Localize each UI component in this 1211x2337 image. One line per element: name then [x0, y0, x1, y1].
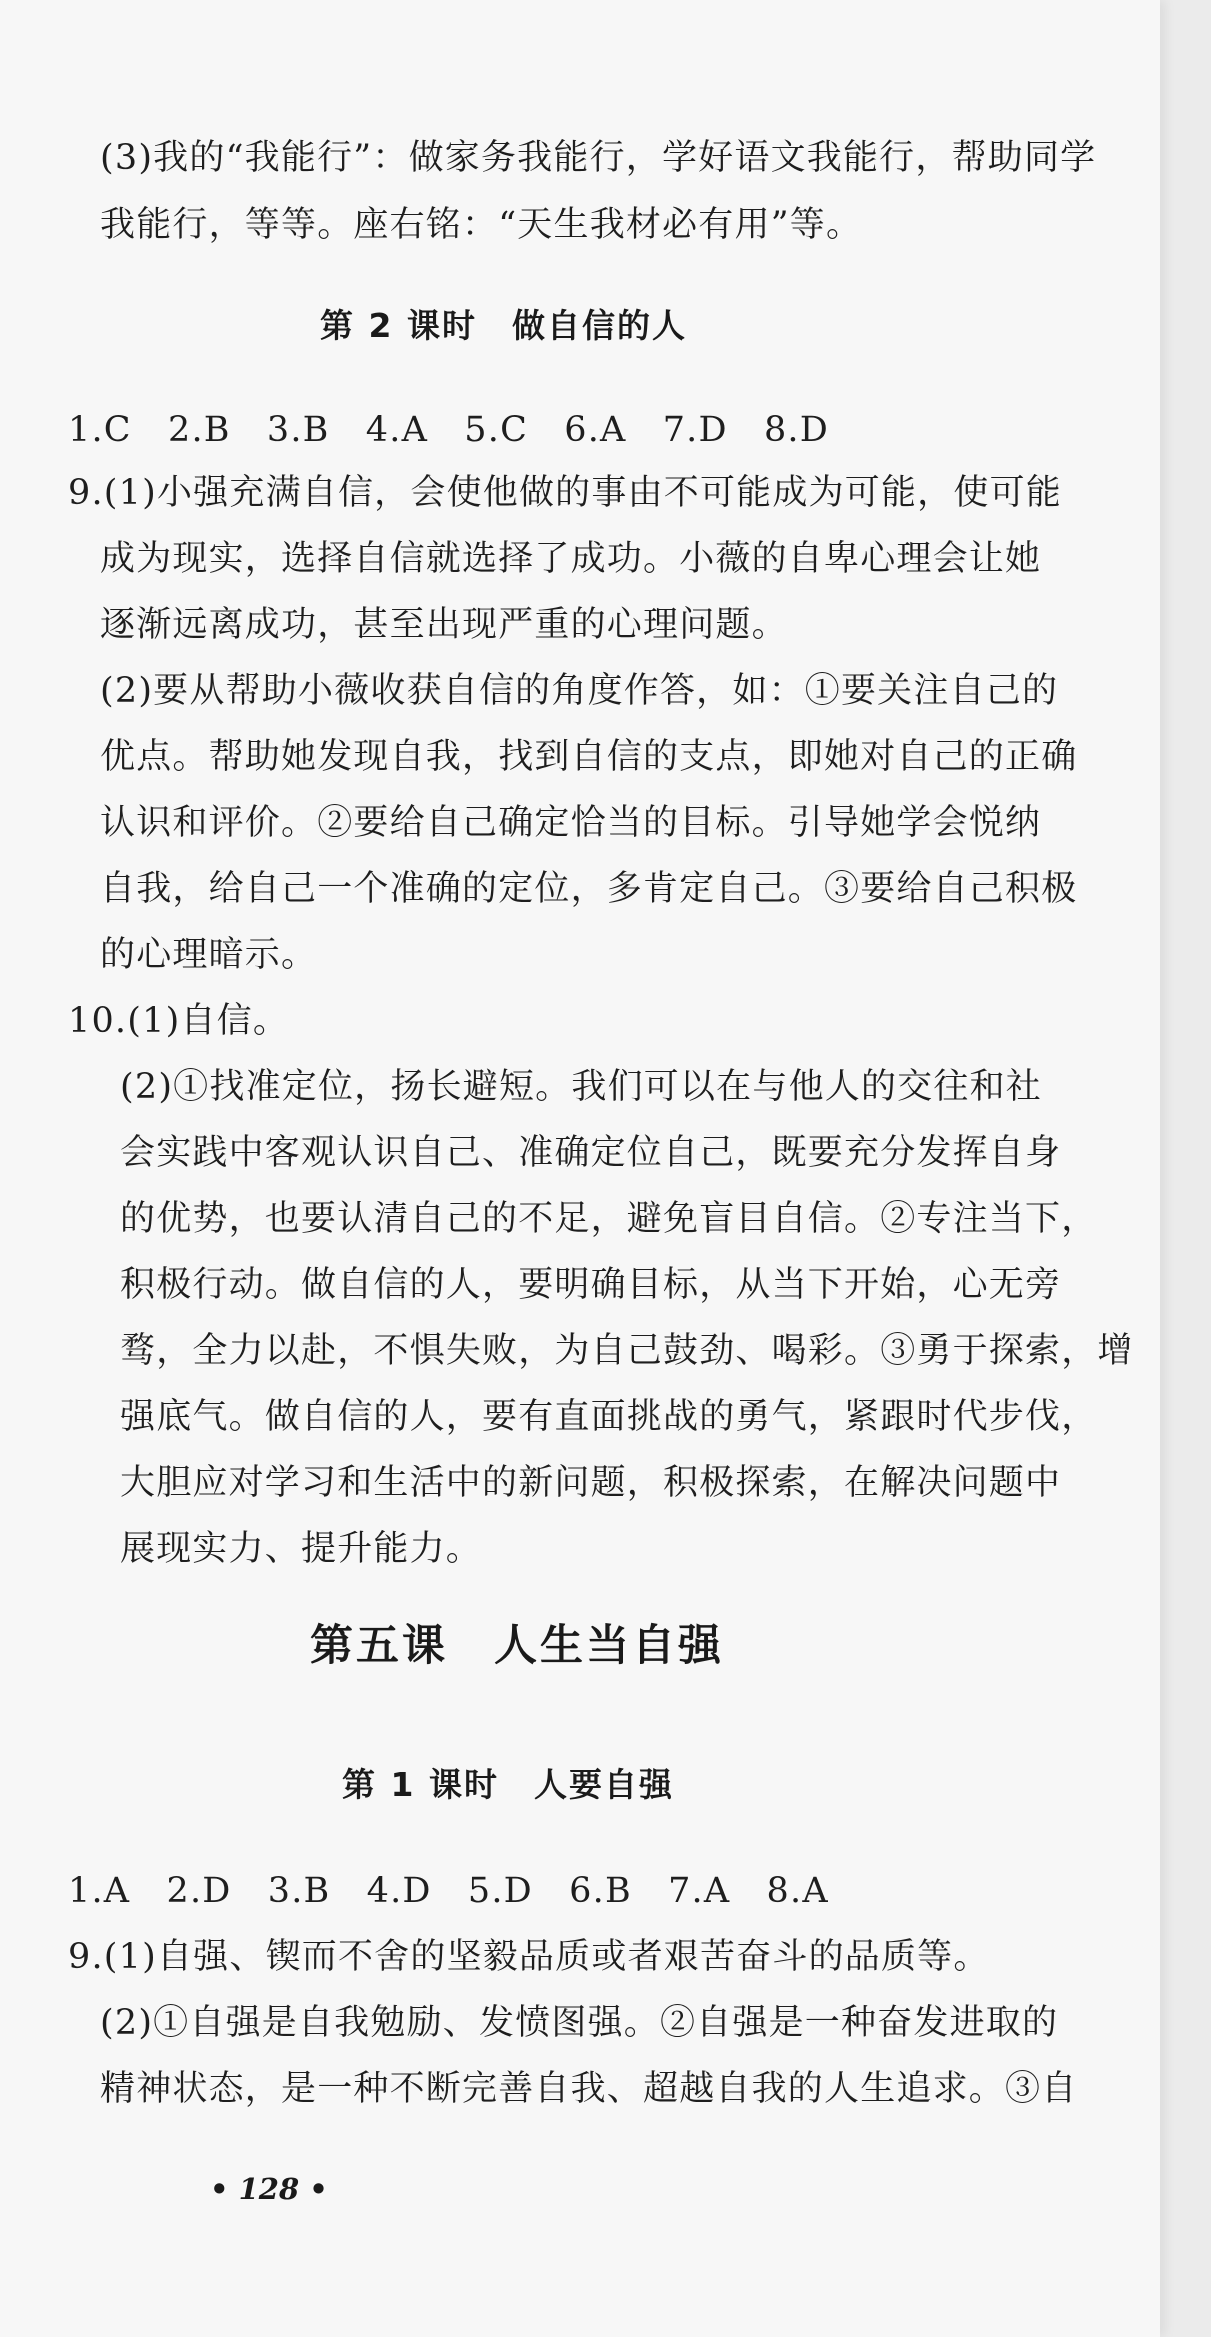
question-10-line: 强底气。做自信的人，要有直面挑战的勇气，紧跟时代步伐，	[120, 1397, 1098, 1437]
question-10-line: (2)①找准定位，扬长避短。我们可以在与他人的交往和社	[120, 1067, 1042, 1107]
question-9-line: 9.(1)自强、锲而不舍的坚毅品质或者艰苦奋斗的品质等。	[68, 1937, 990, 1977]
paragraph-line: 我能行，等等。座右铭：“天生我材必有用”等。	[100, 205, 863, 245]
question-10-line: 骛，全力以赴，不惧失败，为自己鼓劲、喝彩。③勇于探索，增	[120, 1331, 1134, 1371]
question-9-line: 9.(1)小强充满自信，会使他做的事由不可能成为可能，使可能	[68, 473, 1062, 513]
section-heading: 第 2 课时 做自信的人	[320, 306, 687, 345]
section-heading: 第 1 课时 人要自强	[342, 1765, 674, 1804]
paragraph-line: (3)我的“我能行”：做家务我能行，学好语文我能行，帮助同学	[100, 138, 1097, 178]
question-9-line: 成为现实，选择自信就选择了成功。小薇的自卑心理会让她	[100, 539, 1042, 579]
question-10-line: 积极行动。做自信的人，要明确目标，从当下开始，心无旁	[120, 1265, 1062, 1305]
question-9-line: 自我，给自己一个准确的定位，多肯定自己。③要给自己积极	[100, 869, 1078, 909]
question-10-line: 大胆应对学习和生活中的新问题，积极探索，在解决问题中	[120, 1463, 1062, 1503]
question-10-line: 10.(1)自信。	[68, 1001, 290, 1041]
question-9-line: 认识和评价。②要给自己确定恰当的目标。引导她学会悦纳	[100, 803, 1042, 843]
answer-key-line: 1.A 2.D 3.B 4.D 5.D 6.B 7.A 8.A	[68, 1871, 829, 1911]
question-9-line: (2)①自强是自我勉励、发愤图强。②自强是一种奋发进取的	[100, 2003, 1059, 2043]
question-10-line: 的优势，也要认清自己的不足，避免盲目自信。②专注当下，	[120, 1199, 1098, 1239]
question-9-line: 优点。帮助她发现自我，找到自信的支点，即她对自己的正确	[100, 737, 1078, 777]
question-9-line: 的心理暗示。	[100, 935, 318, 975]
question-9-line: 精神状态，是一种不断完善自我、超越自我的人生追求。③自	[100, 2069, 1078, 2109]
lesson-heading: 第五课 人生当自强	[310, 1621, 724, 1671]
question-10-line: 会实践中客观认识自己、准确定位自己，既要充分发挥自身	[120, 1133, 1062, 1173]
page-number: • 128 •	[210, 2172, 328, 2206]
question-9-line: 逐渐远离成功，甚至出现严重的心理问题。	[100, 605, 788, 645]
answer-key-line: 1.C 2.B 3.B 4.A 5.C 6.A 7.D 8.D	[68, 410, 830, 450]
question-9-line: (2)要从帮助小薇收获自信的角度作答，如：①要关注自己的	[100, 671, 1059, 711]
question-10-line: 展现实力、提升能力。	[120, 1529, 483, 1569]
